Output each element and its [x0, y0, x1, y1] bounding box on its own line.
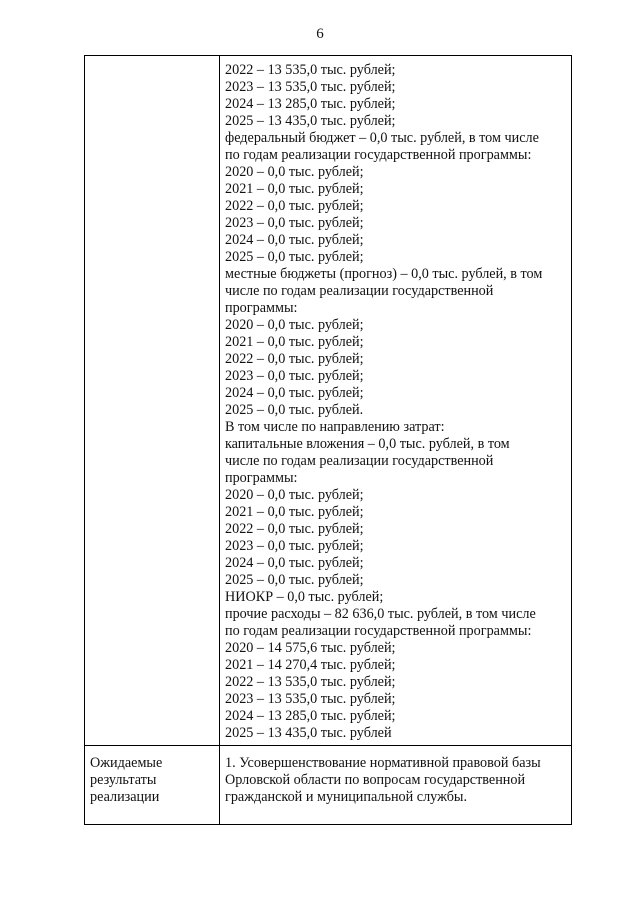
financing-line: 2024 – 13 285,0 тыс. рублей;: [225, 708, 396, 724]
financing-line: программы:: [225, 470, 298, 486]
financing-line: 2022 – 0,0 тыс. рублей;: [225, 521, 364, 537]
financing-line: местные бюджеты (прогноз) – 0,0 тыс. рублей, в том: [225, 266, 543, 282]
financing-line: капитальные вложения – 0,0 тыс. рублей, в том: [225, 436, 510, 452]
row-label-cell-empty: [85, 56, 220, 746]
table-row-expected-results: [85, 746, 572, 825]
financing-line: 2022 – 0,0 тыс. рублей;: [225, 351, 364, 367]
financing-line: по годам реализации государственной программы:: [225, 147, 532, 163]
table-row-financing: [85, 56, 572, 746]
expected-results-line: 1. Усовершенствование нормативной правовой базы: [225, 755, 541, 771]
financing-line: числе по годам реализации государственной: [225, 283, 494, 299]
financing-line: федеральный бюджет – 0,0 тыс. рублей, в том числе: [225, 130, 539, 146]
financing-line: 2025 – 13 435,0 тыс. рублей: [225, 725, 392, 741]
financing-line: 2023 – 0,0 тыс. рублей;: [225, 538, 364, 554]
expected-results-line: гражданской и муниципальной службы.: [225, 789, 467, 805]
financing-line: 2025 – 0,0 тыс. рублей;: [225, 249, 364, 265]
financing-line: 2020 – 14 575,6 тыс. рублей;: [225, 640, 396, 656]
financing-line: 2023 – 13 535,0 тыс. рублей;: [225, 79, 396, 95]
financing-line: 2024 – 13 285,0 тыс. рублей;: [225, 96, 396, 112]
financing-line: 2021 – 14 270,4 тыс. рублей;: [225, 657, 396, 673]
expected-results-text-cell: [220, 746, 572, 825]
financing-line: 2023 – 13 535,0 тыс. рублей;: [225, 691, 396, 707]
financing-line: 2022 – 0,0 тыс. рублей;: [225, 198, 364, 214]
financing-line: 2022 – 13 535,0 тыс. рублей;: [225, 674, 396, 690]
financing-line: 2022 – 13 535,0 тыс. рублей;: [225, 62, 396, 78]
financing-line: по годам реализации государственной программы:: [225, 623, 532, 639]
financing-line: В том числе по направлению затрат:: [225, 419, 445, 435]
financing-line: прочие расходы – 82 636,0 тыс. рублей, в том числе: [225, 606, 536, 622]
financing-line: 2024 – 0,0 тыс. рублей;: [225, 232, 364, 248]
expected-results-label-line: Ожидаемые: [90, 755, 163, 771]
financing-line: числе по годам реализации государственной: [225, 453, 494, 469]
financing-line: 2021 – 0,0 тыс. рублей;: [225, 334, 364, 350]
financing-line: 2020 – 0,0 тыс. рублей;: [225, 317, 364, 333]
financing-line: 2025 – 0,0 тыс. рублей.: [225, 402, 364, 418]
financing-line: 2023 – 0,0 тыс. рублей;: [225, 368, 364, 384]
financing-details-cell: [220, 56, 572, 746]
financing-line: 2025 – 0,0 тыс. рублей;: [225, 572, 364, 588]
financing-line: 2025 – 13 435,0 тыс. рублей;: [225, 113, 396, 129]
financing-line: программы:: [225, 300, 298, 316]
financing-line: 2020 – 0,0 тыс. рублей;: [225, 164, 364, 180]
financing-line: 2021 – 0,0 тыс. рублей;: [225, 181, 364, 197]
financing-line: 2020 – 0,0 тыс. рублей;: [225, 487, 364, 503]
expected-results-label-line: результаты: [90, 772, 157, 788]
financing-line: 2021 – 0,0 тыс. рублей;: [225, 504, 364, 520]
financing-line: 2023 – 0,0 тыс. рублей;: [225, 215, 364, 231]
expected-results-line: Орловской области по вопросам государственной: [225, 772, 526, 788]
financing-line: 2024 – 0,0 тыс. рублей;: [225, 385, 364, 401]
page-number: 6: [316, 26, 324, 42]
financing-line: НИОКР – 0,0 тыс. рублей;: [225, 589, 384, 605]
financing-line: 2024 – 0,0 тыс. рублей;: [225, 555, 364, 571]
expected-results-label-line: реализации: [90, 789, 160, 805]
expected-results-label-cell: [85, 746, 220, 825]
passport-table: [84, 55, 572, 825]
